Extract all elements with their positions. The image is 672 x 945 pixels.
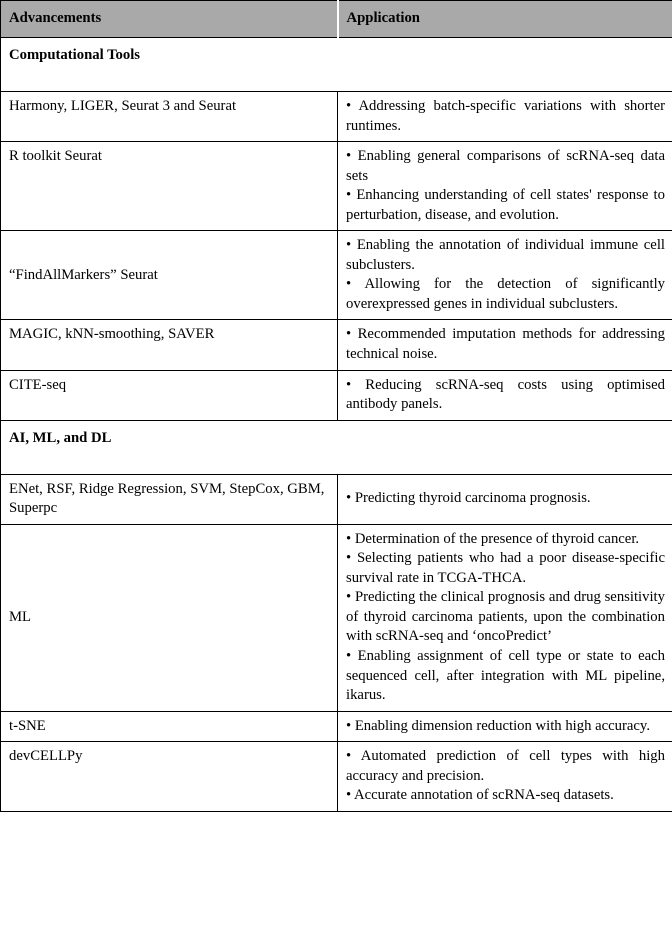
cell-application: [338, 142, 672, 231]
cell-advancement: ENet, RSF, Ridge Regression, SVM, StepCox, GBM, Superpc: [1, 474, 338, 524]
application-bullet-list: [346, 747, 665, 806]
application-bullet-item: [346, 325, 665, 364]
application-bullet-item: [346, 786, 665, 806]
cell-application: [338, 524, 672, 711]
table-row: [1, 231, 672, 320]
table-row: [1, 474, 672, 524]
application-bullet-text: Allowing for the detection of significantly overexpressed genes in individual subclusters.: [346, 276, 665, 312]
application-bullet-item: [346, 236, 665, 275]
application-bullet-text: Predicting the clinical prognosis and drug sensitivity of thyroid carcinoma patients, upon the combination with scRNA-seq and ‘oncoPredict’: [346, 589, 665, 645]
table-row: [1, 370, 672, 420]
application-bullet-text: Recommended imputation methods for addressing technical noise.: [346, 326, 665, 363]
application-bullet-text: Addressing batch-specific variations with shorter runtimes.: [346, 98, 665, 134]
table-header: [1, 1, 672, 38]
application-bullet-text: Determination of the presence of thyroid cancer.: [354, 530, 640, 547]
application-bullet-list: [346, 97, 665, 136]
section-title: AI, ML, and DL: [1, 420, 672, 474]
bullet-icon: •: [346, 589, 355, 606]
table-header-row: [1, 1, 672, 38]
application-bullet-item: [346, 186, 665, 225]
section-title: Computational Tools: [1, 38, 672, 92]
cell-application: [338, 474, 672, 524]
application-bullet-item: [346, 376, 665, 415]
application-bullet-list: [346, 530, 665, 706]
application-bullet-item: [346, 530, 665, 550]
application-bullet-item: [346, 97, 665, 136]
column-header-application: Application: [338, 1, 672, 38]
bullet-icon: •: [346, 98, 359, 114]
cell-application: [338, 92, 672, 142]
application-bullet-list: [346, 717, 665, 737]
table-row: [1, 524, 672, 711]
table-row: [1, 142, 672, 231]
cell-advancement: Harmony, LIGER, Seurat 3 and Seurat: [1, 92, 338, 142]
application-bullet-item: [346, 747, 665, 786]
application-bullet-text: Automated prediction of cell types with high accuracy and precision.: [346, 748, 665, 784]
application-bullet-item: [346, 647, 665, 706]
bullet-icon: •: [346, 148, 358, 165]
cell-advancement: R toolkit Seurat: [1, 142, 338, 231]
table-row: [1, 92, 672, 142]
application-bullet-text: Enabling assignment of cell type or state to each sequenced cell, after integration with ML pipeline, ikarus.: [346, 648, 665, 704]
table-body: [1, 38, 672, 812]
application-bullet-text: Enabling the annotation of individual immune cell subclusters.: [346, 237, 665, 273]
bullet-icon: •: [346, 530, 355, 547]
bullet-icon: •: [346, 187, 357, 204]
bullet-icon: •: [346, 648, 358, 665]
application-bullet-text: Predicting thyroid carcinoma prognosis.: [354, 490, 591, 507]
application-bullet-list: [346, 147, 665, 225]
table-row: [1, 711, 672, 742]
application-bullet-list: [346, 489, 665, 509]
application-bullet-list: [346, 325, 665, 364]
bullet-icon: •: [346, 237, 357, 254]
cell-advancement: CITE-seq: [1, 370, 338, 420]
cell-application: [338, 711, 672, 742]
bullet-icon: •: [346, 717, 355, 734]
application-bullet-item: [346, 549, 665, 588]
cell-application: [338, 231, 672, 320]
bullet-icon: •: [346, 490, 355, 507]
table-row: [1, 742, 672, 812]
cell-advancement: “FindAllMarkers” Seurat: [1, 231, 338, 320]
application-bullet-item: [346, 717, 665, 737]
bullet-icon: •: [346, 376, 366, 393]
bullet-icon: •: [346, 276, 365, 293]
cell-application: [338, 742, 672, 812]
cell-application: [338, 370, 672, 420]
application-bullet-item: [346, 588, 665, 647]
column-header-advancements: Advancements: [1, 1, 338, 38]
cell-advancement: t-SNE: [1, 711, 338, 742]
table-section-row: [1, 38, 672, 92]
application-bullet-item: [346, 275, 665, 314]
application-bullet-text: Enhancing understanding of cell states' response to perturbation, disease, and evolution.: [346, 187, 665, 223]
application-bullet-list: [346, 376, 665, 415]
application-bullet-item: [346, 489, 665, 509]
application-bullet-list: [346, 236, 665, 314]
application-bullet-text: Reducing scRNA-seq costs using optimised antibody panels.: [346, 376, 665, 413]
table-row: [1, 320, 672, 370]
application-bullet-text: Enabling general comparisons of scRNA-seq data sets: [346, 148, 665, 184]
bullet-icon: •: [346, 787, 355, 804]
bullet-icon: •: [346, 550, 357, 567]
cell-application: [338, 320, 672, 370]
application-bullet-text: Enabling dimension reduction with high accuracy.: [354, 717, 650, 734]
application-bullet-text: Selecting patients who had a poor disease-specific survival rate in TCGA-THCA.: [346, 550, 665, 586]
table-section-row: [1, 420, 672, 474]
cell-advancement: devCELLPy: [1, 742, 338, 812]
application-bullet-item: [346, 147, 665, 186]
bullet-icon: •: [346, 326, 358, 343]
application-bullet-text: Accurate annotation of scRNA-seq datasets.: [354, 787, 614, 804]
bullet-icon: •: [346, 748, 361, 765]
cell-advancement: ML: [1, 524, 338, 711]
cell-advancement: MAGIC, kNN-smoothing, SAVER: [1, 320, 338, 370]
